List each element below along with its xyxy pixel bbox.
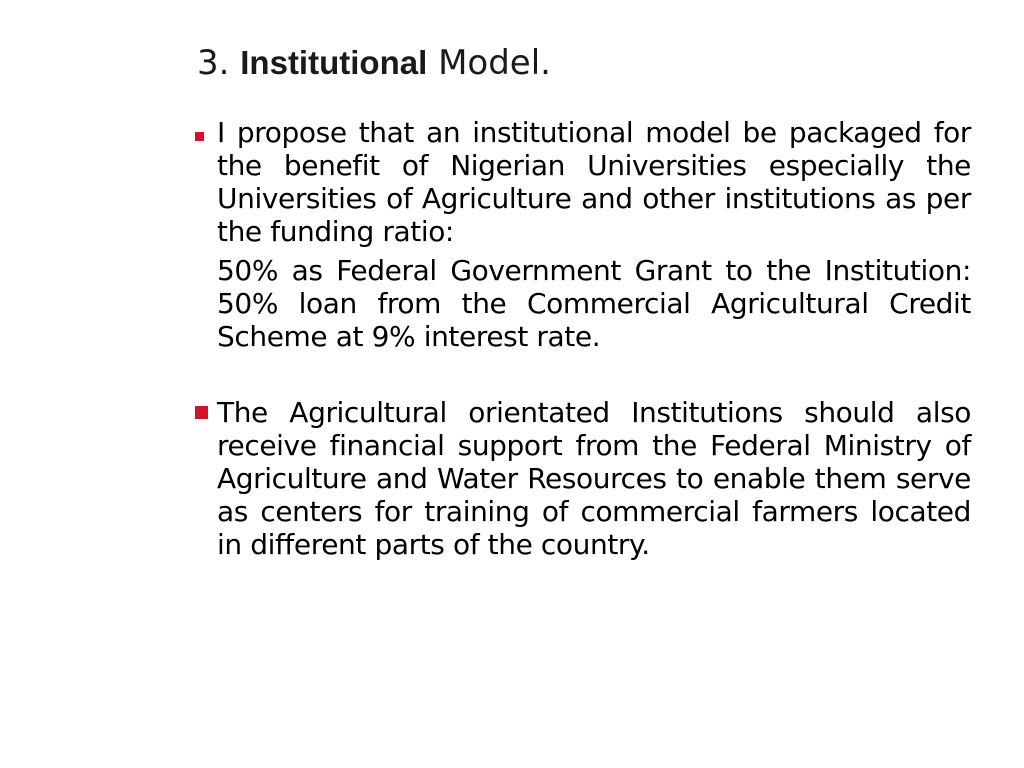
bullet-paragraph: 50% as Federal Government Grant to the Institution: 50% loan from the Commercial Agricultural Credit Scheme at 9% interest rate.: [217, 254, 971, 353]
square-bullet-icon: [195, 406, 208, 419]
slide-title: [197, 44, 551, 83]
bullet-paragraph: I propose that an institutional model be packaged for the benefit of Nigerian Universities especially the Universities of Agriculture and other institutions as per the funding ratio:: [217, 116, 971, 248]
title-rest: Model.: [438, 43, 551, 83]
slide-content: [193, 116, 971, 561]
title-strong: Institutional: [240, 44, 428, 81]
bullet-paragraph: The Agricultural orientated Institutions should also receive financial support from the Federal Ministry of Agriculture and Water Resources to enable them serve as centers for training of commercial farmers located in different parts of the country.: [217, 396, 971, 561]
title-number: 3.: [197, 43, 230, 83]
square-bullet-icon: [195, 132, 204, 141]
bullet-item: [193, 396, 971, 561]
bullet-item: [193, 116, 971, 353]
